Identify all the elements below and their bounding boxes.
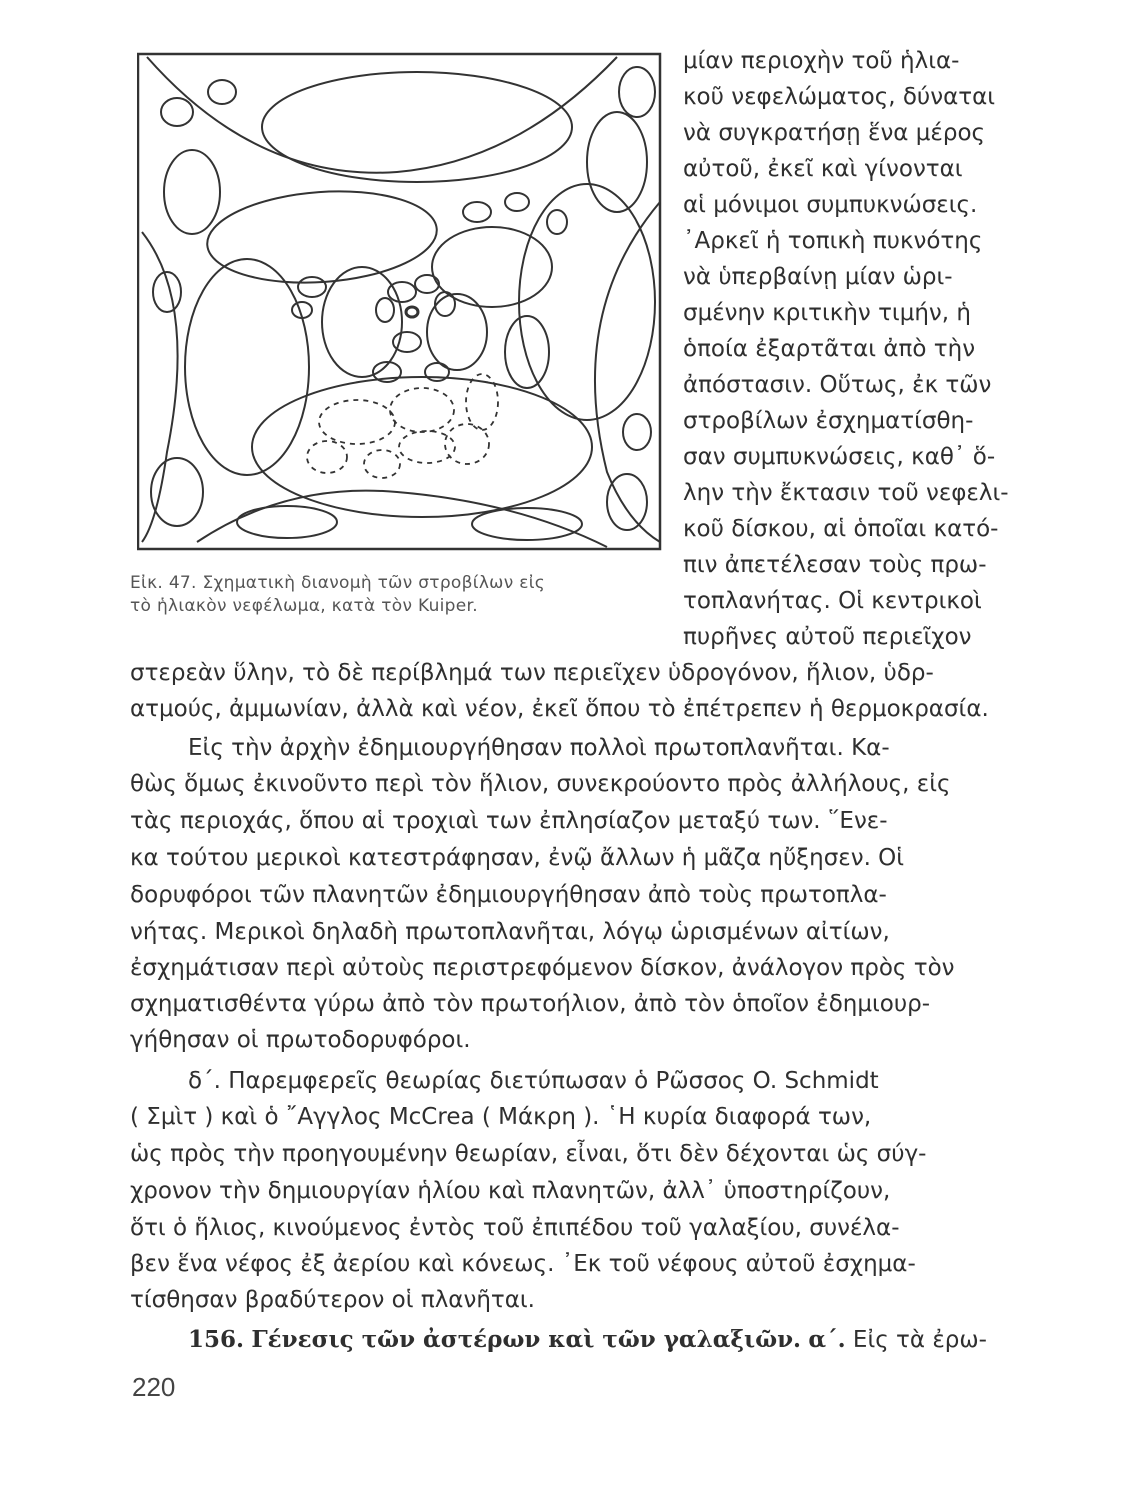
text-line: νὰ ὑπερβαίνῃ μίαν ὡρι- <box>683 264 953 290</box>
section-number: 156. <box>188 1326 245 1353</box>
text-line: σχηματισθέντα γύρω ἀπὸ τὸν πρωτοήλιον, ἀπὸ τὸν ὁποῖον ἐδημιουρ- <box>130 991 931 1017</box>
text-line: νὰ συγκρατήσῃ ἕνα μέρος <box>683 120 986 146</box>
text-line: στερεὰν ὕλην, τὸ δὲ περίβλημά των περιεῖχεν ὑδρογόνον, ἥλιον, ὑδρ- <box>130 660 934 686</box>
text-line: αὐτοῦ, ἐκεῖ καὶ γίνονται <box>683 156 963 182</box>
text-line: ὡς πρὸς τὴν προηγουμένην θεωρίαν, εἶναι, ὅτι δὲν δέχονται ὡς σύγ- <box>130 1141 927 1167</box>
text-line: ὅτι ὁ ἥλιος, κινούμενος ἐντὸς τοῦ ἐπιπέδου τοῦ γαλαξίου, συνέλα- <box>130 1215 900 1241</box>
text-line: ᾿Αρκεῖ ἡ τοπικὴ πυκνότης <box>683 228 983 254</box>
text-line: πιν ἀπετέλεσαν τοὺς πρω- <box>683 552 987 578</box>
text-line: πυρῆνες αὐτοῦ περιεῖχον <box>683 624 972 650</box>
text-line: δ΄. Παρεμφερεῖς θεωρίας διετύπωσαν ὁ Ρῶσσος O. Schmidt <box>188 1068 879 1094</box>
section-text: Εἰς τὰ ἐρω- <box>852 1327 987 1353</box>
text-line: στροβίλων ἐσχηματίσθη- <box>683 408 974 434</box>
text-line: σαν συμπυκνώσεις, καθ᾿ ὅ- <box>683 444 996 470</box>
text-line: τίσθησαν βραδύτερον οἱ πλανῆται. <box>130 1287 535 1313</box>
text-line: μίαν περιοχὴν τοῦ ἡλια- <box>683 48 960 74</box>
text-line: θὼς ὅμως ἐκινοῦντο περὶ τὸν ἥλιον, συνεκρούοντο πρὸς ἀλλήλους, εἰς <box>130 771 951 797</box>
text-line: ὁποία ἐξαρτᾶται ἀπὸ τὴν <box>683 336 976 362</box>
text-line: τοπλανήτας. Οἱ κεντρικοὶ <box>683 588 982 614</box>
text-line: Εἰς τὴν ἀρχὴν ἐδημιουργήθησαν πολλοὶ πρωτοπλανῆται. Κα- <box>188 735 890 761</box>
text-line: κα τούτου μερικοὶ κατεστράφησαν, ἐνῷ ἄλλων ἡ μᾶζα ηὔξησεν. Οἱ <box>130 845 905 871</box>
text-line: ἀπόστασιν. Οὕτως, ἐκ τῶν <box>683 372 992 398</box>
text-line: δορυφόροι τῶν πλανητῶν ἐδημιουργήθησαν ἀπὸ τοὺς πρωτοπλα- <box>130 882 887 908</box>
caption-line: τὸ ἡλιακὸν νεφέλωμα, κατὰ τὸν Kuiper. <box>130 596 478 616</box>
text-line: κοῦ δίσκου, αἱ ὁποῖαι κατό- <box>683 516 999 542</box>
text-line: αἱ μόνιμοι συμπυκνώσεις. <box>683 192 978 218</box>
text-line: γήθησαν οἱ πρωτοδορυφόροι. <box>130 1027 471 1053</box>
text-line: σμένην κριτικὴν τιμήν, ἡ <box>683 300 971 326</box>
figure-caption <box>130 572 690 618</box>
section-heading-line <box>188 1325 987 1355</box>
section-marker: α΄. <box>808 1326 846 1353</box>
caption-line: Εἰκ. 47. Σχηματικὴ διανομὴ τῶν στροβίλων εἰς <box>130 573 546 593</box>
text-line: χρονον τὴν δημιουργίαν ἡλίου καὶ πλανητῶν, ἀλλ᾿ ὑποστηρίζουν, <box>130 1178 891 1204</box>
section-title: Γένεσις τῶν ἀστέρων καὶ τῶν γαλαξιῶν. <box>251 1326 802 1353</box>
vortex-diagram-icon <box>137 52 663 552</box>
text-line: τὰς περιοχάς, ὅπου αἱ τροχιαὶ των ἐπλησίαζον μεταξύ των. ῞Ενε- <box>130 808 888 834</box>
text-line: νήτας. Μερικοὶ δηλαδὴ πρωτοπλανῆται, λόγῳ ὡρισμένων αἰτίων, <box>130 919 890 945</box>
text-line: λην τὴν ἔκτασιν τοῦ νεφελι- <box>683 480 1009 506</box>
text-line: κοῦ νεφελώματος, δύναται <box>683 84 996 110</box>
page-number: 220 <box>132 1372 176 1402</box>
text-line: βεν ἕνα νέφος ἐξ ἀερίου καὶ κόνεως. ᾿Εκ τοῦ νέφους αὐτοῦ ἐσχημα- <box>130 1251 916 1277</box>
text-line: ατμούς, ἀμμωνίαν, ἀλλὰ καὶ νέον, ἐκεῖ ὅπου τὸ ἐπέτρεπεν ἡ θερμοκρασία. <box>130 696 989 722</box>
text-line: ( Σμὶτ ) καὶ ὁ ῎Αγγλος McCrea ( Μάκρη ). ῾Η κυρία διαφορά των, <box>130 1104 872 1130</box>
kuiper-vortex-figure <box>137 52 663 552</box>
text-line: ἐσχημάτισαν περὶ αὐτοὺς περιστρεφόμενον δίσκον, ἀνάλογον πρὸς τὸν <box>130 955 955 981</box>
